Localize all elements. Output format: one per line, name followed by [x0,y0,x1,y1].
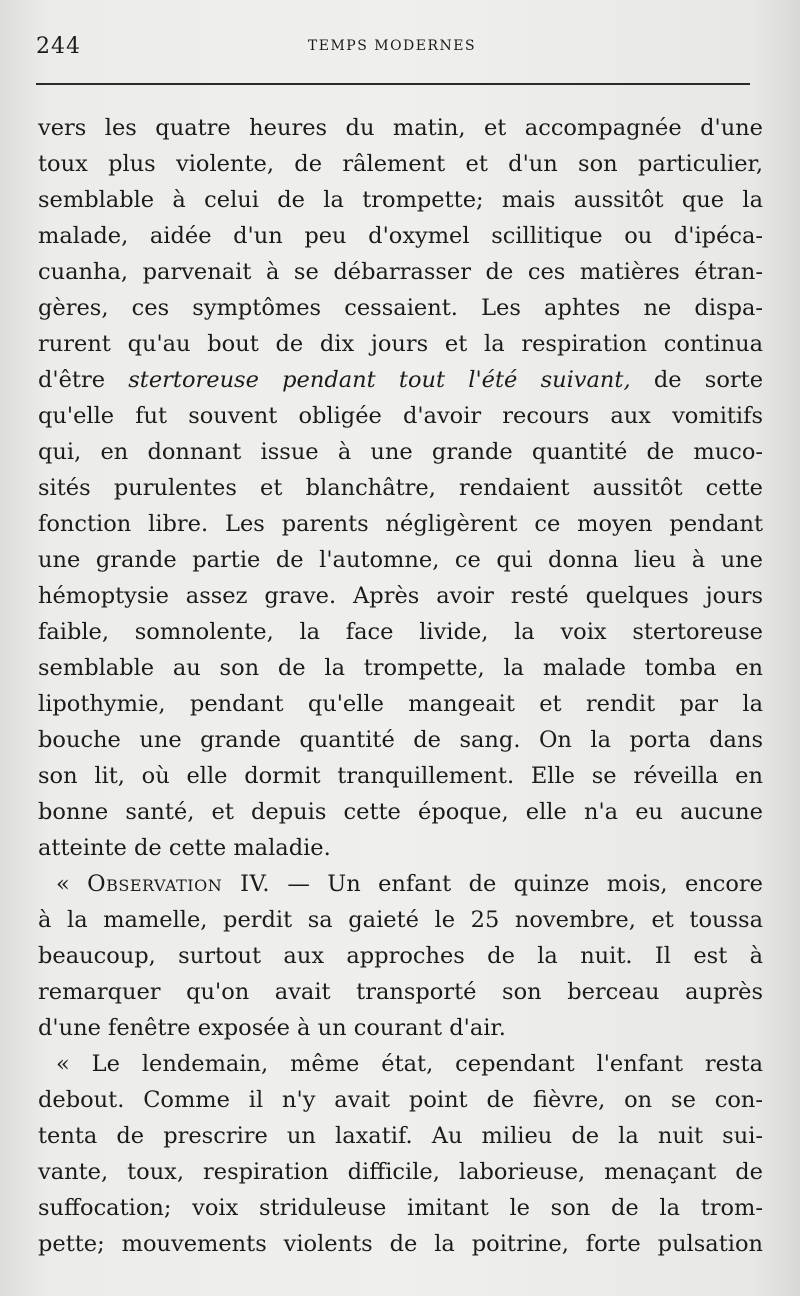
text-line: semblable au son de la trompette, la malade tomba en [38,655,763,681]
text-line: à la mamelle, perdit sa gaieté le 25 novembre, et toussa [38,907,763,933]
text-line: suffocation; voix striduleuse imitant le son de la trom- [38,1195,763,1221]
text-line: vante, toux, respiration difficile, laborieuse, menaçant de [38,1159,763,1185]
text-line: faible, somnolente, la face livide, la voix stertoreuse [38,619,763,645]
text-line: hémoptysie assez grave. Après avoir resté quelques jours [38,583,763,609]
paragraph-start-line: « Le lendemain, même état, cependant l'enfant resta [56,1051,763,1077]
running-title: TEMPS MODERNES [307,38,477,54]
text-line: lipothymie, pendant qu'elle mangeait et rendit par la [38,691,763,717]
observation-label: Observation IV. [87,871,270,897]
text-line: une grande partie de l'automne, ce qui donna lieu à une [38,547,763,573]
page-number: 244 [36,34,81,59]
header-rule [36,83,750,85]
text-line: semblable à celui de la trompette; mais aussitôt que la [38,187,763,213]
text-fragment: de sorte [630,367,764,393]
text-line: qui, en donnant issue à une grande quantité de muco- [38,439,763,465]
text-line: cuanha, parvenait à se débarrasser de ces matières étran- [38,259,763,285]
text-line: vers les quatre heures du matin, et accompagnée d'une [38,115,763,141]
text-line: rurent qu'au bout de dix jours et la respiration continua [38,331,763,357]
text-line: pette; mouvements violents de la poitrine, forte pulsation [38,1231,763,1257]
quote-mark: « [56,871,88,897]
text-line: bonne santé, et depuis cette époque, elle n'a eu aucune [38,799,763,825]
paragraph-end-line: atteinte de cette maladie. [38,835,331,861]
text-line: sités purulentes et blanchâtre, rendaient aussitôt cette [38,475,763,501]
text-line: bouche une grande quantité de sang. On la porta dans [38,727,763,753]
body-text [38,110,763,1262]
italic-phrase: stertoreuse pendant tout l'été suivant, [128,367,631,393]
text-line: qu'elle fut souvent obligée d'avoir recours aux vomitifs [38,403,763,429]
observation-heading-line [38,866,763,902]
text-line: toux plus violente, de râlement et d'un son particulier, [38,151,763,177]
text-line: remarquer qu'on avait transporté son berceau auprès [38,979,763,1005]
text-line: gères, ces symptômes cessaient. Les aphtes ne dispa- [38,295,763,321]
text-line: tenta de prescrire un laxatif. Au milieu de la nuit sui- [38,1123,763,1149]
page-header [36,30,748,70]
text-line: beaucoup, surtout aux approches de la nuit. Il est à [38,943,763,969]
text-line: malade, aidée d'un peu d'oxymel scillitique ou d'ipéca- [38,223,763,249]
text-fragment: d'être [38,367,129,393]
text-line: fonction libre. Les parents négligèrent ce moyen pendant [38,511,763,537]
paragraph-end-line: d'une fenêtre exposée à un courant d'air. [38,1015,506,1041]
text-line: son lit, où elle dormit tranquillement. Elle se réveilla en [38,763,763,789]
text-line-italic [38,362,763,398]
text-line: debout. Comme il n'y avait point de fièvre, on se con- [38,1087,763,1113]
text-fragment: — Un enfant de quinze mois, encore [269,871,763,897]
